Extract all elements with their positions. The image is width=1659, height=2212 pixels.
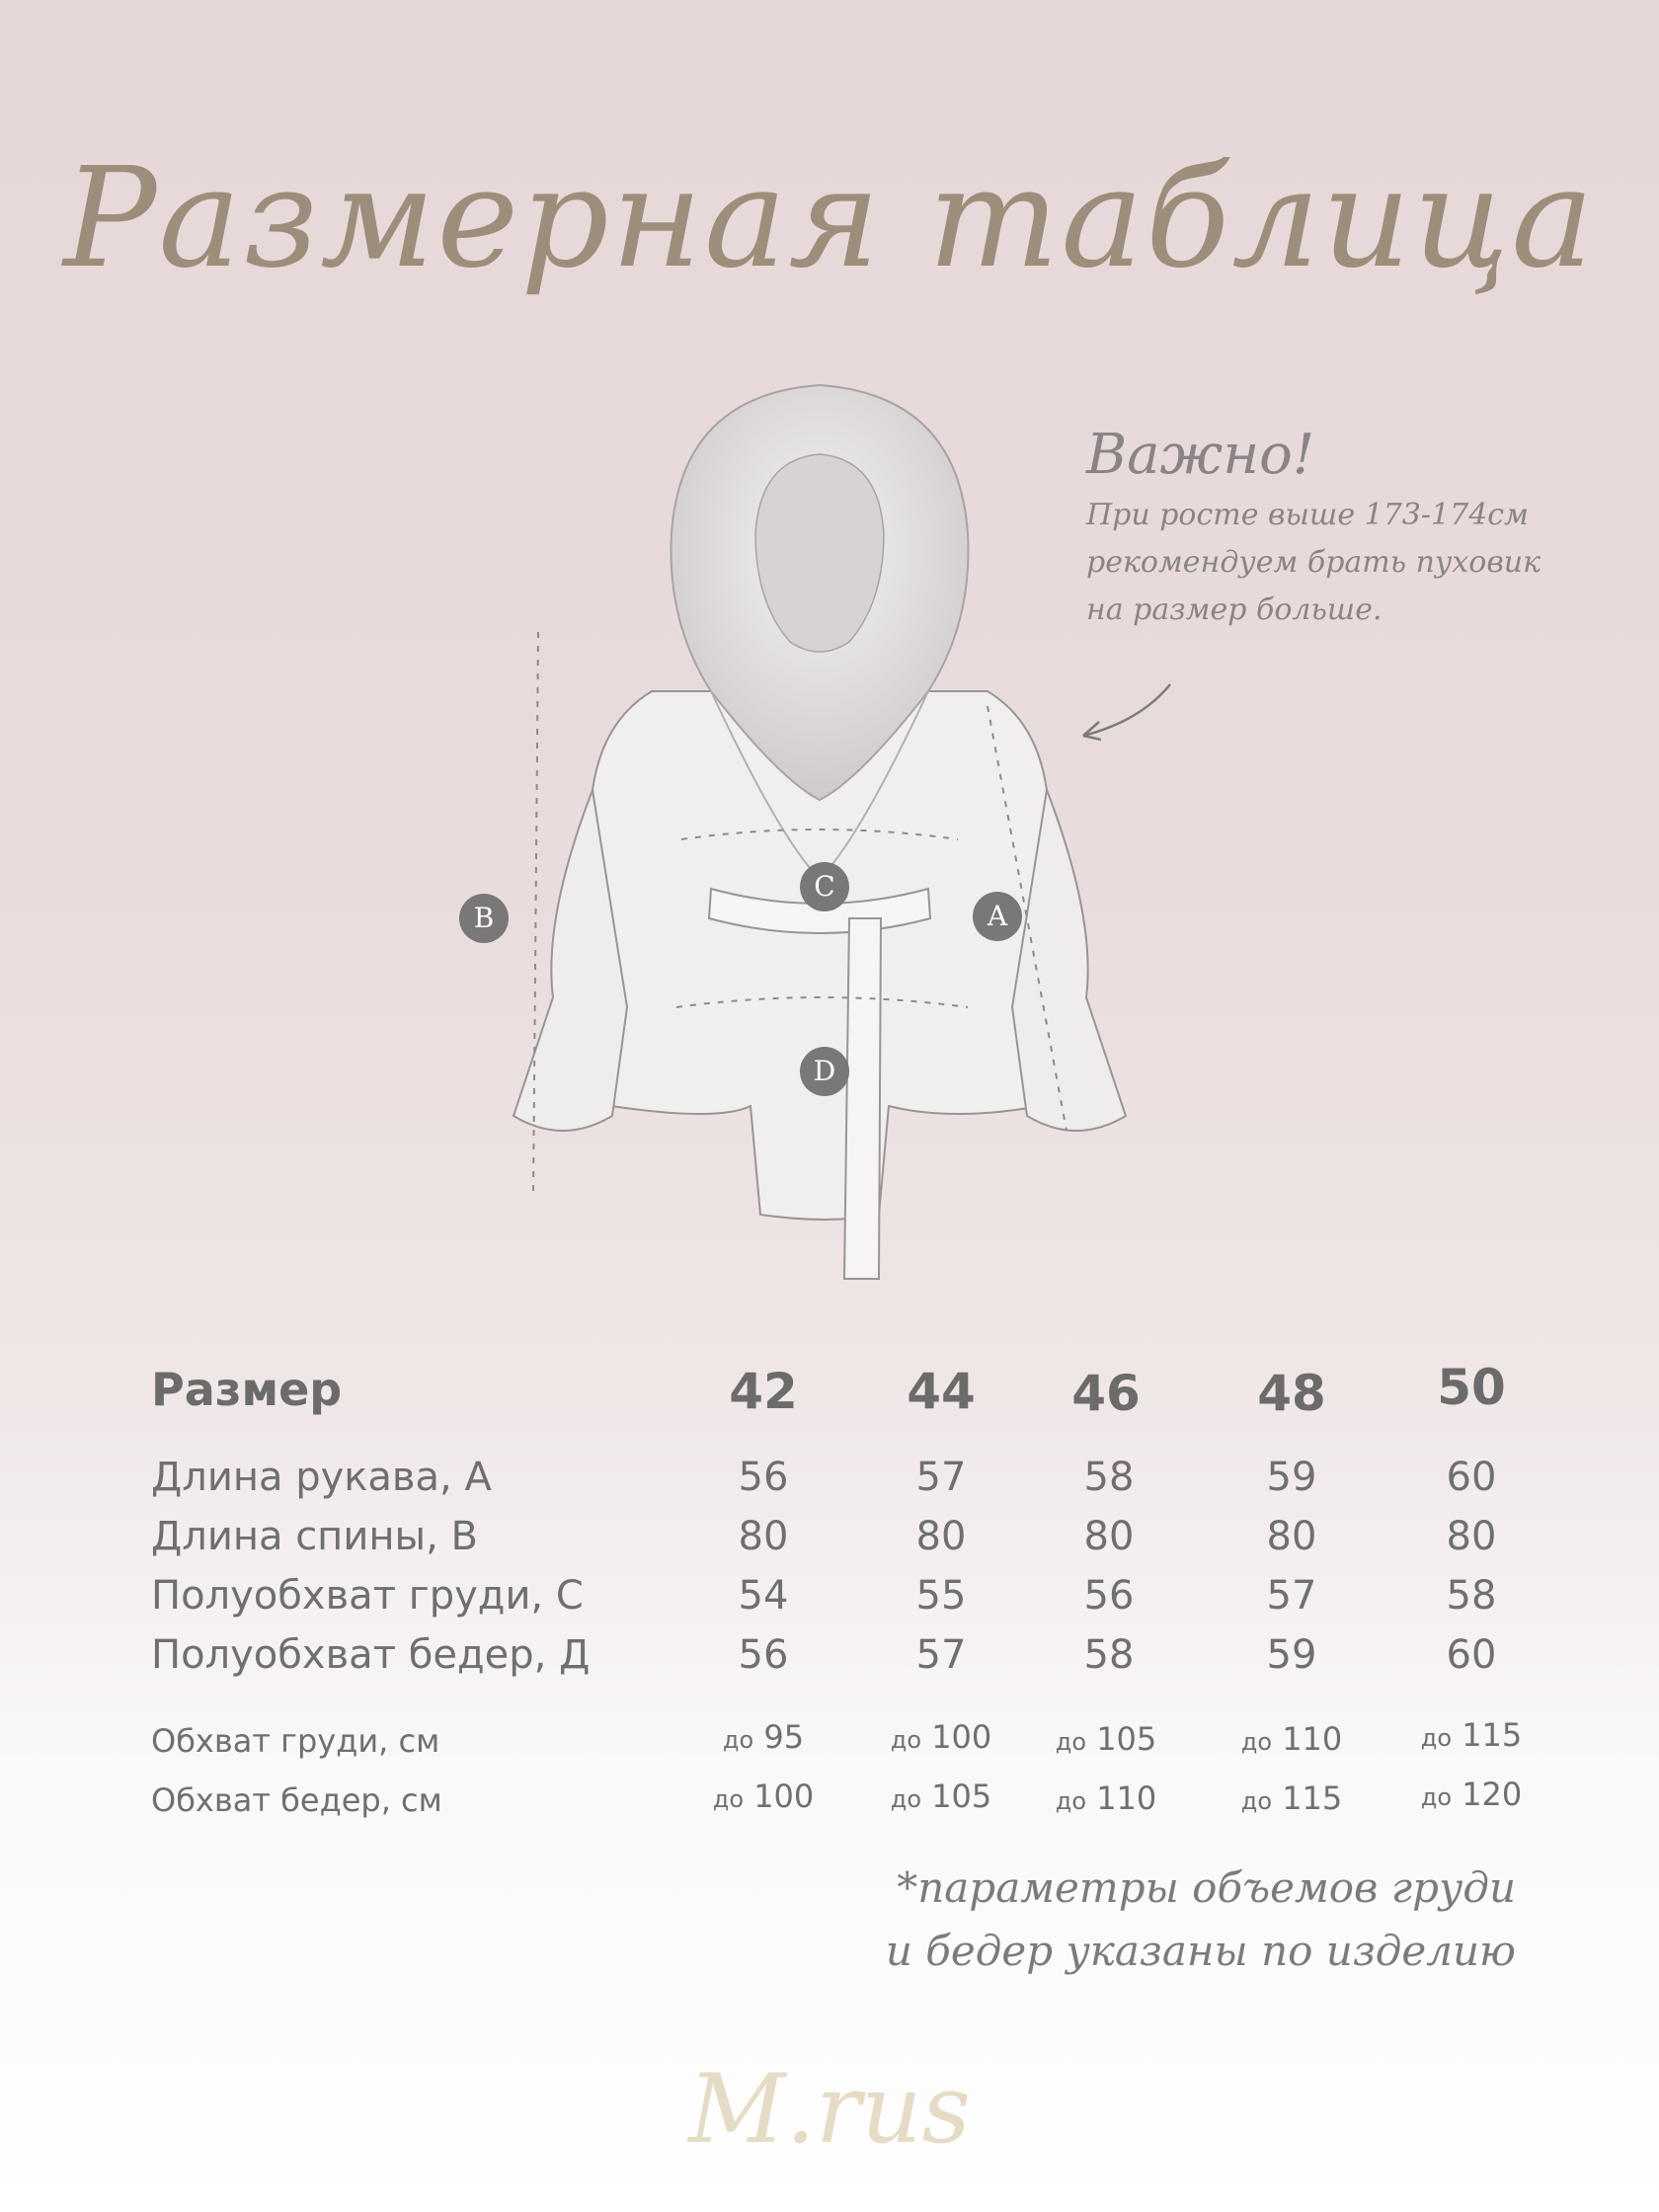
note-heading: Важно! — [1086, 423, 1315, 487]
value-cell — [872, 1718, 1010, 1756]
table-row — [0, 1716, 1659, 1781]
value-cell: 60 — [1446, 1455, 1497, 1500]
coat-illustration — [454, 365, 1185, 1294]
row-label: Обхват бедер, см — [151, 1781, 442, 1819]
value-number: 120 — [1462, 1776, 1523, 1813]
prefix-text: до — [1055, 1728, 1087, 1756]
prefix-text: до — [722, 1726, 754, 1754]
value-cell: 60 — [1446, 1632, 1497, 1678]
note-line: на размер больше. — [1086, 592, 1382, 627]
value-cell: 80 — [1266, 1514, 1317, 1559]
value-cell — [872, 1778, 1010, 1815]
prefix-text: до — [890, 1726, 922, 1754]
value-number: 115 — [1282, 1779, 1343, 1817]
prefix-text: до — [890, 1785, 922, 1813]
value-number: 115 — [1462, 1716, 1523, 1754]
row-label: Полуобхват бедер, Д — [151, 1632, 591, 1678]
table-row — [0, 1573, 1659, 1632]
prefix-text: до — [1240, 1728, 1273, 1756]
prefix-text: до — [1420, 1724, 1453, 1752]
value-cell: 57 — [1266, 1573, 1317, 1619]
note-line: рекомендуем брать пуховик — [1086, 544, 1541, 580]
footnote — [886, 1856, 1516, 1983]
badge-a: A — [973, 892, 1022, 941]
value-number: 110 — [1096, 1779, 1157, 1817]
size-cell: 44 — [907, 1363, 976, 1420]
size-cell: 46 — [1071, 1365, 1141, 1422]
page-title: Размерная таблица — [63, 138, 1596, 299]
header-label: Размер — [151, 1363, 343, 1416]
value-cell — [694, 1778, 832, 1815]
brand-logo: M.rus — [688, 2054, 971, 2165]
value-cell — [1402, 1716, 1540, 1754]
row-label: Длина рукава, А — [151, 1455, 492, 1500]
table-row — [0, 1455, 1659, 1514]
value-cell: 59 — [1266, 1632, 1317, 1678]
badge-b: B — [459, 894, 509, 943]
value-number: 100 — [753, 1778, 815, 1815]
badge-d: D — [800, 1047, 849, 1096]
value-cell — [1402, 1776, 1540, 1813]
table-row — [0, 1514, 1659, 1573]
size-cell: 48 — [1257, 1365, 1326, 1422]
value-cell: 58 — [1446, 1573, 1497, 1619]
note-line: При росте выше 173-174см — [1086, 497, 1529, 532]
value-cell: 80 — [1446, 1514, 1497, 1559]
value-cell — [1037, 1720, 1175, 1758]
table-row — [0, 1776, 1659, 1841]
row-label: Обхват груди, см — [151, 1722, 440, 1760]
prefix-text: до — [1420, 1783, 1453, 1811]
value-cell: 55 — [915, 1573, 967, 1619]
value-cell: 56 — [738, 1455, 789, 1500]
value-cell — [1223, 1720, 1361, 1758]
footnote-line: и бедер указаны по изделию — [885, 1927, 1516, 1975]
value-cell — [1037, 1779, 1175, 1817]
prefix-text: до — [712, 1785, 745, 1813]
value-cell: 56 — [738, 1632, 789, 1678]
value-number: 110 — [1282, 1720, 1343, 1758]
value-cell: 58 — [1083, 1632, 1135, 1678]
prefix-text: до — [1240, 1787, 1273, 1815]
value-cell: 80 — [1083, 1514, 1135, 1559]
prefix-text: до — [1055, 1787, 1087, 1815]
value-cell — [1223, 1779, 1361, 1817]
row-label: Полуобхват груди, С — [151, 1573, 584, 1619]
value-number: 95 — [763, 1718, 805, 1756]
value-number: 100 — [931, 1718, 992, 1756]
value-cell: 57 — [915, 1455, 967, 1500]
footnote-line: *параметры объемов груди — [897, 1863, 1516, 1912]
value-cell: 57 — [915, 1632, 967, 1678]
badge-c: C — [800, 862, 849, 911]
value-cell — [694, 1718, 832, 1756]
size-cell: 42 — [729, 1363, 798, 1420]
table-row — [0, 1632, 1659, 1692]
value-cell: 80 — [915, 1514, 967, 1559]
value-number: 105 — [931, 1778, 992, 1815]
value-cell: 54 — [738, 1573, 789, 1619]
value-cell: 80 — [738, 1514, 789, 1559]
coat-drawing — [454, 365, 1185, 1294]
value-cell: 58 — [1083, 1455, 1135, 1500]
value-cell: 59 — [1266, 1455, 1317, 1500]
table-header-row — [0, 1359, 1659, 1422]
row-label: Длина спины, В — [151, 1514, 478, 1559]
value-number: 105 — [1096, 1720, 1157, 1758]
value-cell: 56 — [1083, 1573, 1135, 1619]
size-cell: 50 — [1437, 1359, 1506, 1416]
